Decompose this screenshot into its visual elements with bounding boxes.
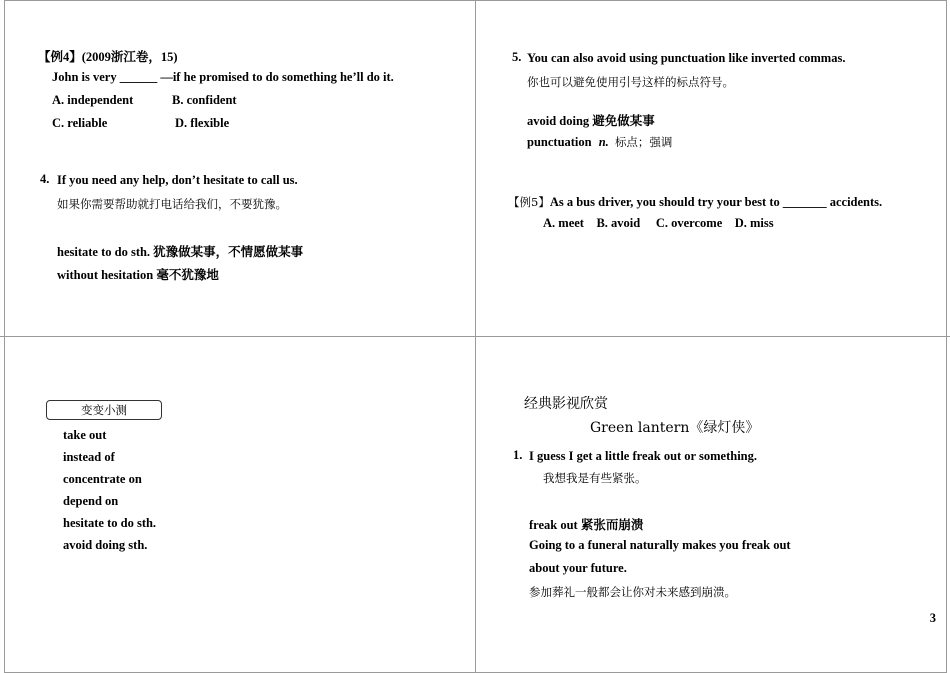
option-b: B. confident bbox=[172, 93, 237, 107]
option-c: C. reliable bbox=[52, 116, 108, 130]
option-a: A. independent bbox=[52, 93, 134, 107]
example5-question: As a bus driver, you should try your best to _______ accidents. bbox=[549, 195, 883, 209]
example-sentence-line2: about your future. bbox=[529, 561, 627, 575]
item5-sentence: You can also avoid using punctuation like inverted commas. bbox=[527, 51, 846, 65]
phrase-avoid-doing: avoid doing 避免做某事 bbox=[527, 114, 655, 128]
punctuation-meaning: 标点；强调 bbox=[614, 135, 673, 149]
quiz-item: hesitate to do sth. bbox=[63, 516, 157, 530]
section-heading: 经典影视欣赏 bbox=[524, 396, 608, 412]
horizontal-divider bbox=[0, 336, 950, 337]
page-number: 3 bbox=[929, 611, 936, 625]
example-sentence-line1: Going to a funeral naturally makes you freak out bbox=[529, 538, 791, 552]
movie-item1-translation: 我想我是有些紧张。 bbox=[543, 471, 647, 485]
item5-translation: 你也可以避免使用引号这样的标点符号。 bbox=[527, 75, 734, 89]
item4-number: 4. bbox=[40, 172, 50, 186]
phrase-hesitate: hesitate to do sth. 犹豫做某事，不情愿做某事 bbox=[57, 245, 304, 259]
quiz-item: instead of bbox=[63, 450, 115, 464]
movie-item1-sentence: I guess I get a little freak out or something. bbox=[529, 449, 757, 463]
phrase-without-hesitation: without hesitation 毫不犹豫地 bbox=[57, 268, 219, 282]
example5-tag: 【例5】 bbox=[508, 195, 550, 209]
quiz-item: concentrate on bbox=[63, 472, 142, 486]
punctuation-word: punctuation bbox=[527, 135, 592, 149]
example5-options: A. meet B. avoid C. overcome D. miss bbox=[543, 216, 774, 230]
example5-question-line bbox=[508, 194, 882, 210]
example4-tag: 【例4】(2009浙江卷，15) bbox=[38, 50, 178, 64]
quiz-item: depend on bbox=[63, 494, 119, 508]
movie-item1-number: 1. bbox=[513, 448, 523, 462]
item5-number: 5. bbox=[512, 50, 522, 64]
item4-translation: 如果你需要帮助就打电话给我们，不要犹豫。 bbox=[57, 197, 287, 211]
quiz-item: avoid doing sth. bbox=[63, 538, 148, 552]
phrase-punctuation bbox=[527, 134, 672, 150]
example-sentence-translation: 参加葬礼一般都会让你对未来感到崩溃。 bbox=[529, 585, 736, 599]
quiz-item: take out bbox=[63, 428, 107, 442]
item4-sentence: If you need any help, don’t hesitate to call us. bbox=[57, 173, 298, 187]
phrase-freak-out: freak out 紧张而崩溃 bbox=[529, 518, 644, 532]
option-d: D. flexible bbox=[175, 116, 230, 130]
punctuation-pos: n. bbox=[598, 135, 609, 149]
example4-question: John is very ______ —if he promised to do something he’ll do it. bbox=[52, 70, 394, 84]
quiz-label-box: 变变小测 bbox=[46, 400, 162, 420]
movie-title: Green lantern《绿灯侠》 bbox=[590, 420, 760, 436]
